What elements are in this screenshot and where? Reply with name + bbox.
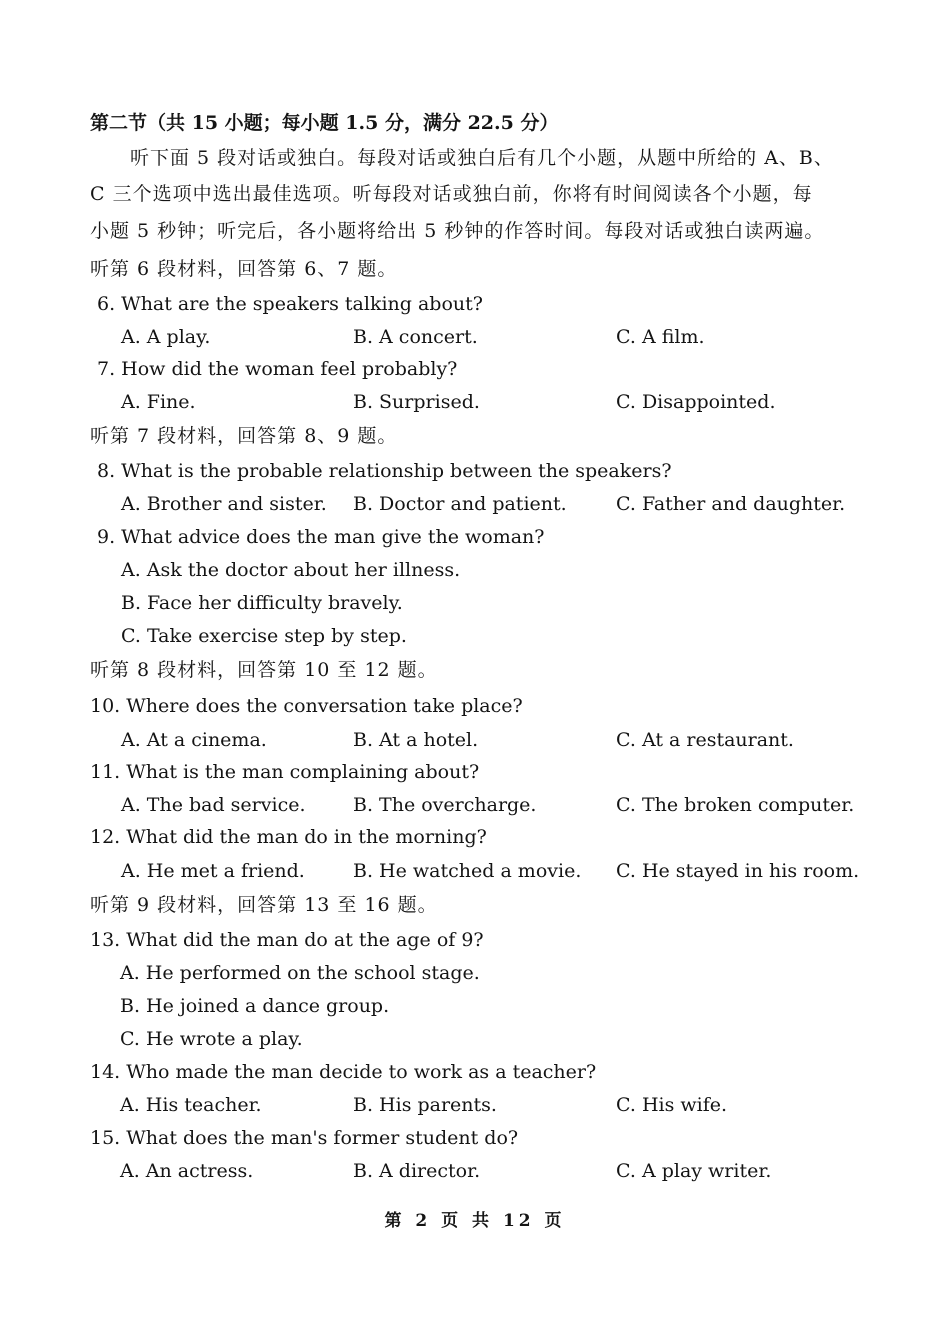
group-instruction: 听第 7 段材料，回答第 8、9 题。 [90,425,398,447]
option-c: C. A film. [616,326,705,348]
option-a: A. He met a friend. [121,860,305,882]
group-instruction: 听第 9 段材料，回答第 13 至 16 题。 [90,894,438,916]
directions-line: 小题 5 秒钟；听完后，各小题将给出 5 秒钟的作答时间。每段对话或独白读两遍。 [90,220,825,242]
option-b: B. Surprised. [353,391,480,413]
option-b: B. Face her difficulty bravely. [121,592,403,614]
directions-line: 听下面 5 段对话或独白。每段对话或独白后有几个小题，从题中所给的 A、B、 [130,147,834,169]
option-c: C. Father and daughter. [616,493,846,515]
group-instruction: 听第 6 段材料，回答第 6、7 题。 [90,258,398,280]
option-a: A. Fine. [121,391,196,413]
option-c: C. Take exercise step by step. [121,625,407,647]
page-footer: 第 2 页 共 12 页 [384,1211,566,1231]
option-b: B. At a hotel. [353,729,479,751]
option-c: C. The broken computer. [616,794,855,816]
question-stem: 9. What advice does the man give the woman? [97,526,545,548]
option-a: A. His teacher. [120,1094,262,1116]
option-c: C. At a restaurant. [616,729,794,751]
option-a: A. An actress. [120,1160,254,1182]
option-c: C. Disappointed. [616,391,776,413]
option-b: B. A director. [353,1160,481,1182]
option-b: B. Doctor and patient. [353,493,567,515]
question-stem: 10. Where does the conversation take place? [90,695,523,717]
option-a: A. He performed on the school stage. [120,962,480,984]
option-c: C. He stayed in his room. [616,860,860,882]
option-c: C. A play writer. [616,1160,772,1182]
question-stem: 14. Who made the man decide to work as a teacher? [90,1061,597,1083]
option-b: B. He joined a dance group. [120,995,390,1017]
group-instruction: 听第 8 段材料，回答第 10 至 12 题。 [90,659,438,681]
section-heading: 第二节（共 15 小题；每小题 1.5 分，满分 22.5 分） [90,112,559,134]
option-c: C. His wife. [616,1094,728,1116]
question-stem: 7. How did the woman feel probably? [97,358,458,380]
question-stem: 13. What did the man do at the age of 9? [90,929,484,951]
question-stem: 8. What is the probable relationship between the speakers? [97,460,672,482]
option-a: A. Ask the doctor about her illness. [121,559,461,581]
question-stem: 6. What are the speakers talking about? [97,293,483,315]
question-stem: 12. What did the man do in the morning? [90,826,487,848]
option-a: A. A play. [121,326,211,348]
question-stem: 15. What does the man's former student do? [90,1127,519,1149]
option-b: B. His parents. [353,1094,497,1116]
option-a: A. The bad service. [121,794,306,816]
directions-line: C 三个选项中选出最佳选项。听每段对话或独白前，你将有时间阅读各个小题，每 [90,183,813,205]
option-b: B. The overcharge. [353,794,537,816]
option-a: A. At a cinema. [121,729,267,751]
option-b: B. A concert. [353,326,478,348]
question-stem: 11. What is the man complaining about? [90,761,480,783]
option-a: A. Brother and sister. [121,493,327,515]
option-b: B. He watched a movie. [353,860,582,882]
option-c: C. He wrote a play. [120,1028,303,1050]
